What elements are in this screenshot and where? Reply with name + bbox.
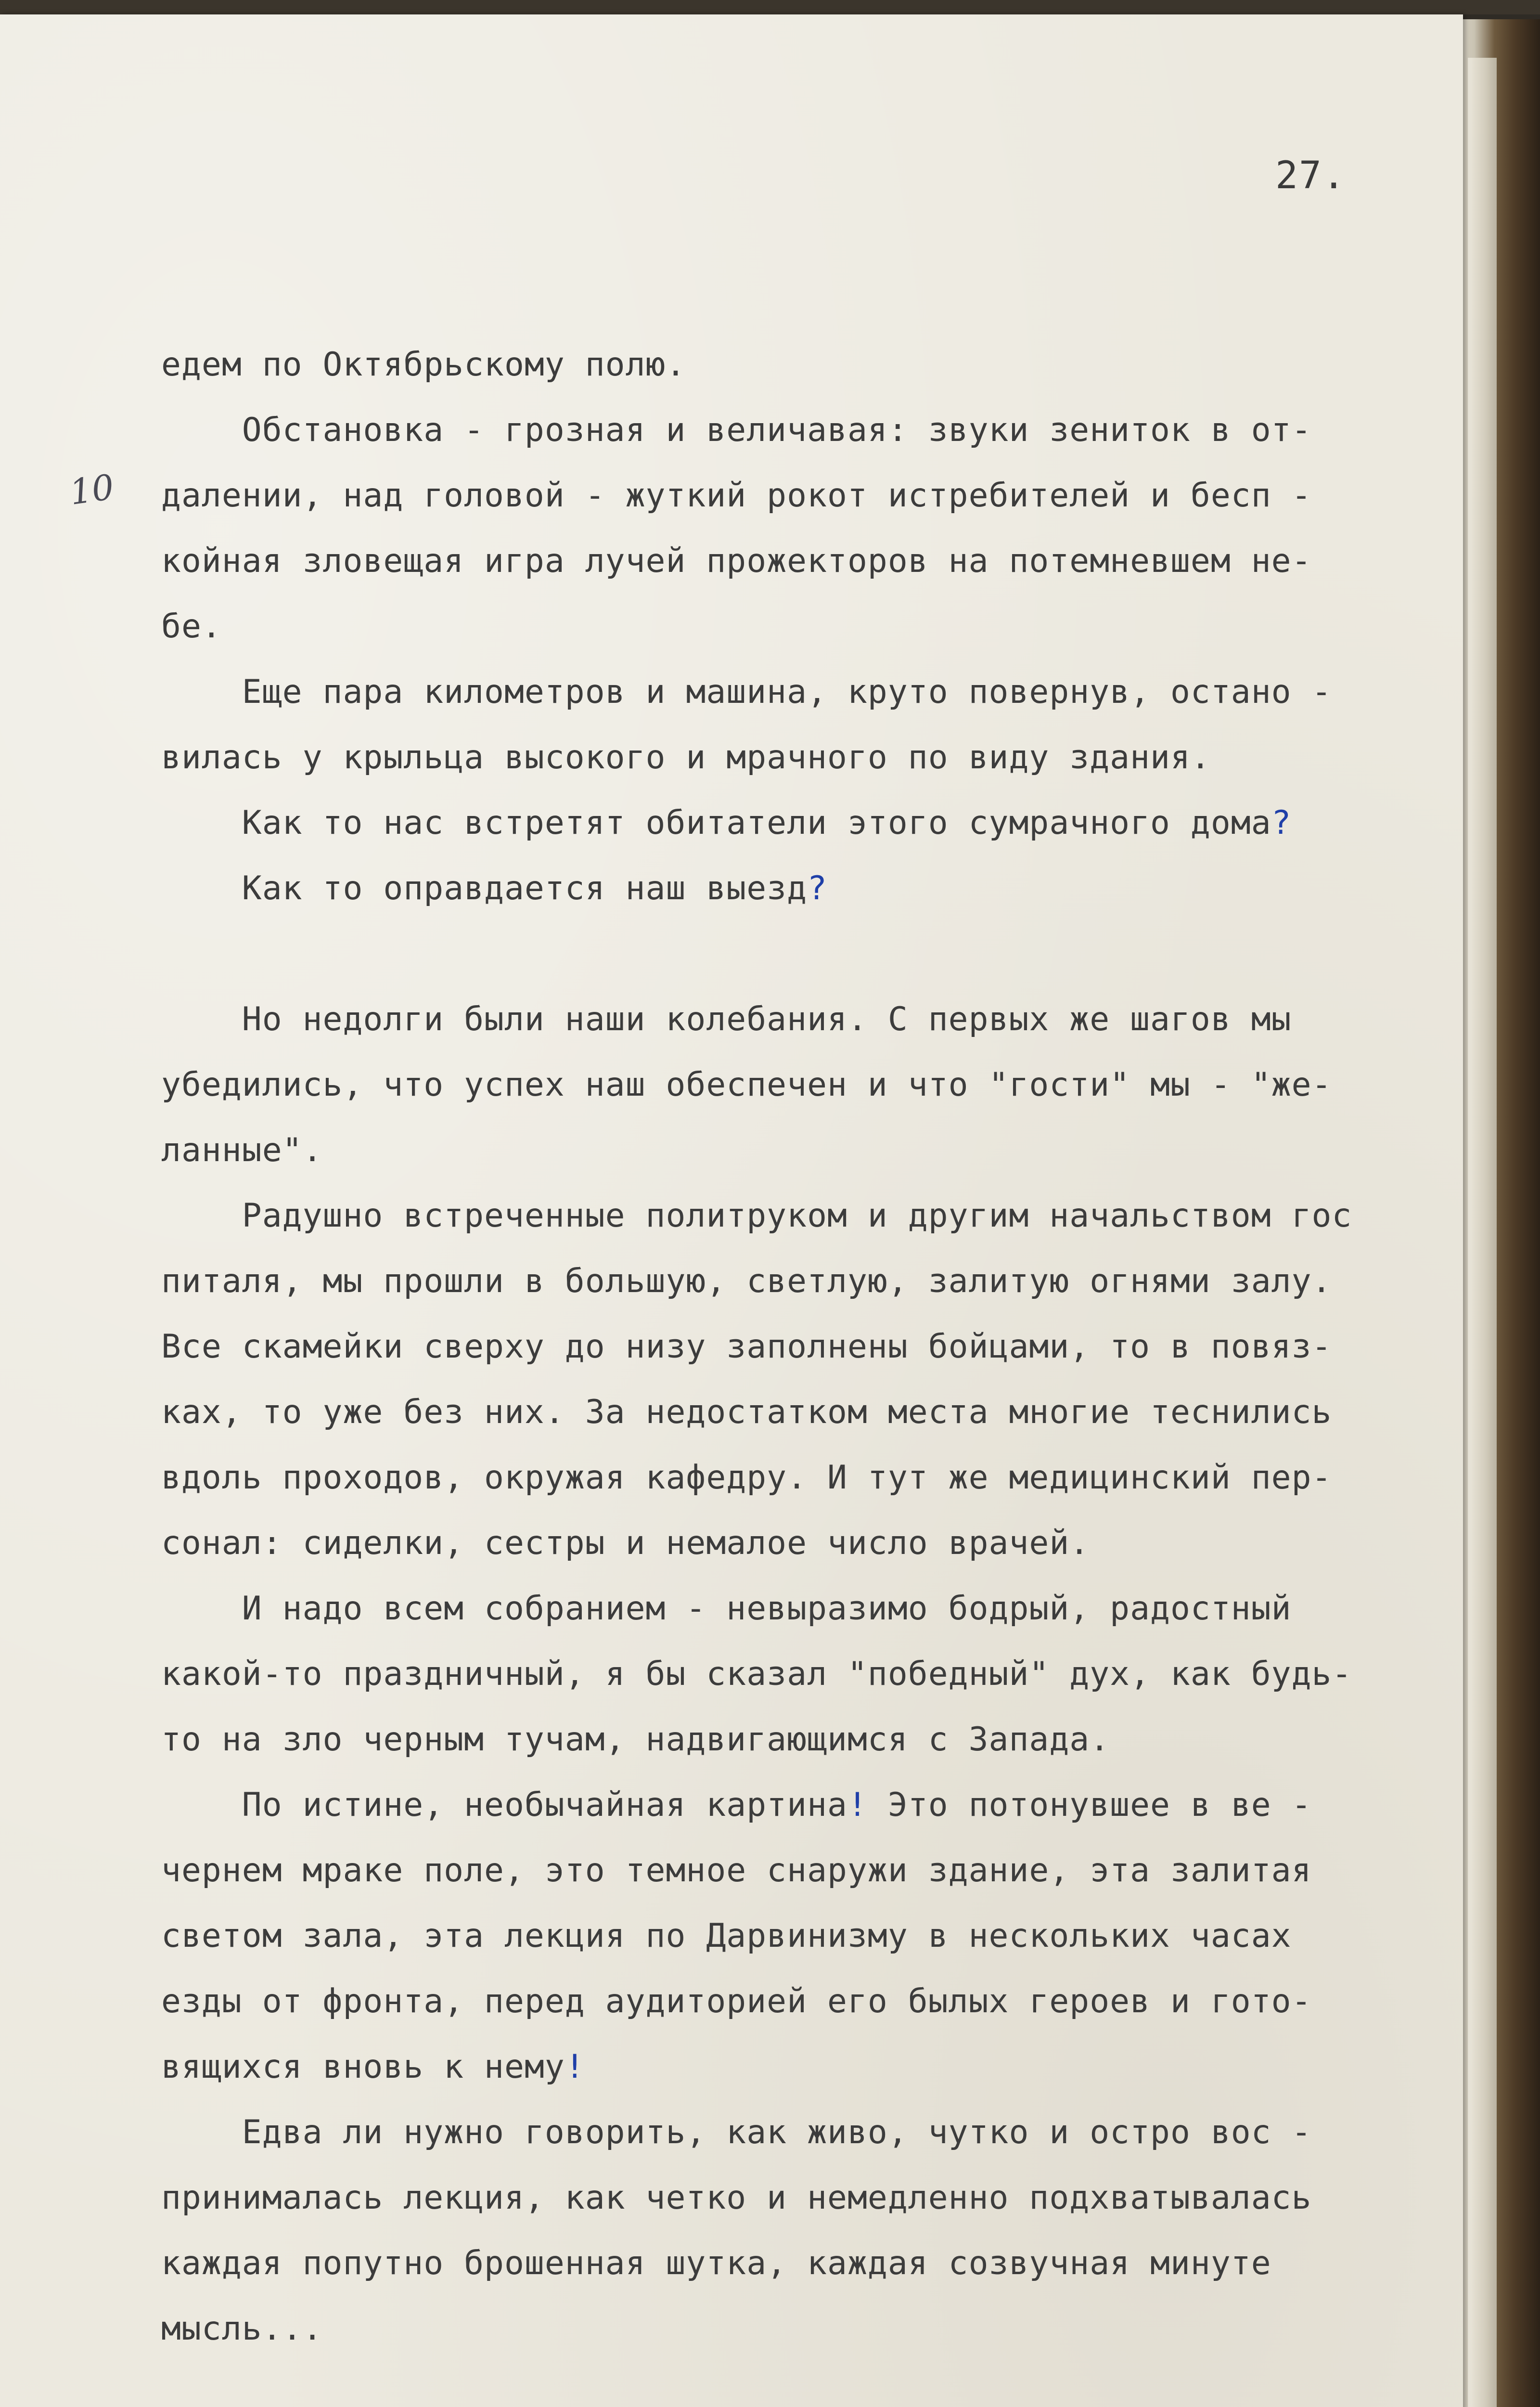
text-line: бе.: [161, 608, 222, 646]
text-line: едем по Октябрьскому полю.: [161, 346, 686, 384]
text-line: принималась лекция, как четко и немедленно подхватывалась: [161, 2179, 1312, 2217]
text-line: Радушно встреченные политруком и другим начальством гос: [161, 1197, 1352, 1235]
text-line: мысль...: [161, 2310, 323, 2348]
typewritten-text: [161, 332, 1403, 2362]
text-line: далении, над головой - жуткий рокот истребителей и бесп -: [161, 477, 1312, 515]
text-segment: Это потонувшее в ве -: [867, 1786, 1312, 1824]
text-line: питаля, мы прошли в большую, светлую, залитую огнями залу.: [161, 1262, 1332, 1300]
text-segment: Как то нас встретят обитатели этого сумрачного дома: [161, 804, 1271, 842]
text-line-with-mark: [161, 2034, 1403, 2100]
text-line: езды от фронта, перед аудиторией его былых героев и гото-: [161, 1982, 1312, 2020]
text-line: каждая попутно брошенная шутка, каждая созвучная минуте: [161, 2244, 1271, 2282]
text-line: ланные".: [161, 1131, 323, 1169]
text-line-with-mark: [161, 1773, 1403, 1838]
text-line-with-mark: [161, 790, 1403, 856]
text-segment: Как то оправдается наш выезд: [161, 869, 808, 907]
text-segment: вящихся вновь к нему: [161, 2048, 565, 2086]
text-segment: По истине, необычайная картина: [161, 1786, 847, 1824]
document-sheet: [0, 14, 1463, 2407]
paragraph-gap: [161, 921, 1403, 987]
text-line: вдоль проходов, окружая кафедру. И тут же медицинский пер-: [161, 1459, 1332, 1497]
text-line-with-mark: [161, 856, 1403, 921]
text-line: Обстановка - грозная и величавая: звуки зениток в от-: [161, 411, 1312, 449]
page-number: 27.: [1275, 154, 1346, 197]
text-line: Все скамейки сверху до низу заполнены бойцами, то в повяз-: [161, 1328, 1332, 1366]
text-line: И надо всем собранием - невыразимо бодрый, радостный: [161, 1590, 1292, 1628]
text-line: чернем мраке поле, это темное снаружи здание, эта залитая: [161, 1851, 1312, 1889]
scan-top-edge: [0, 0, 1540, 14]
text-line: сонал: сиделки, сестры и немалое число врачей.: [161, 1524, 1090, 1562]
handwritten-exclamation-mark: !: [565, 2048, 585, 2086]
handwritten-exclamation-mark: !: [847, 1786, 868, 1824]
handwritten-margin-note: 10: [67, 466, 117, 513]
text-line: убедились, что успех наш обеспечен и что "гости" мы - "же-: [161, 1066, 1332, 1104]
text-line: Но недолги были наши колебания. С первых же шагов мы: [161, 1000, 1292, 1038]
text-line: вилась у крыльца высокого и мрачного по виду здания.: [161, 738, 1211, 776]
text-line: какой-то праздничный, я бы сказал "победный" дух, как будь-: [161, 1655, 1352, 1693]
text-line: Еще пара километров и машина, круто повернув, остано -: [161, 673, 1332, 711]
handwritten-question-mark: ?: [807, 869, 828, 907]
text-line: то на зло черным тучам, надвигающимся с Запада.: [161, 1721, 1110, 1759]
text-line: Едва ли нужно говорить, как живо, чутко и остро вос -: [161, 2113, 1312, 2151]
text-line: койная зловещая игра лучей прожекторов на потемневшем не-: [161, 542, 1312, 580]
text-line: светом зала, эта лекция по Дарвинизму в нескольких часах: [161, 1917, 1292, 1955]
text-line: ках, то уже без них. За недостатком места многие теснились: [161, 1393, 1332, 1431]
handwritten-question-mark: ?: [1271, 804, 1292, 842]
page-stack-inner-edge: [1468, 58, 1497, 2407]
